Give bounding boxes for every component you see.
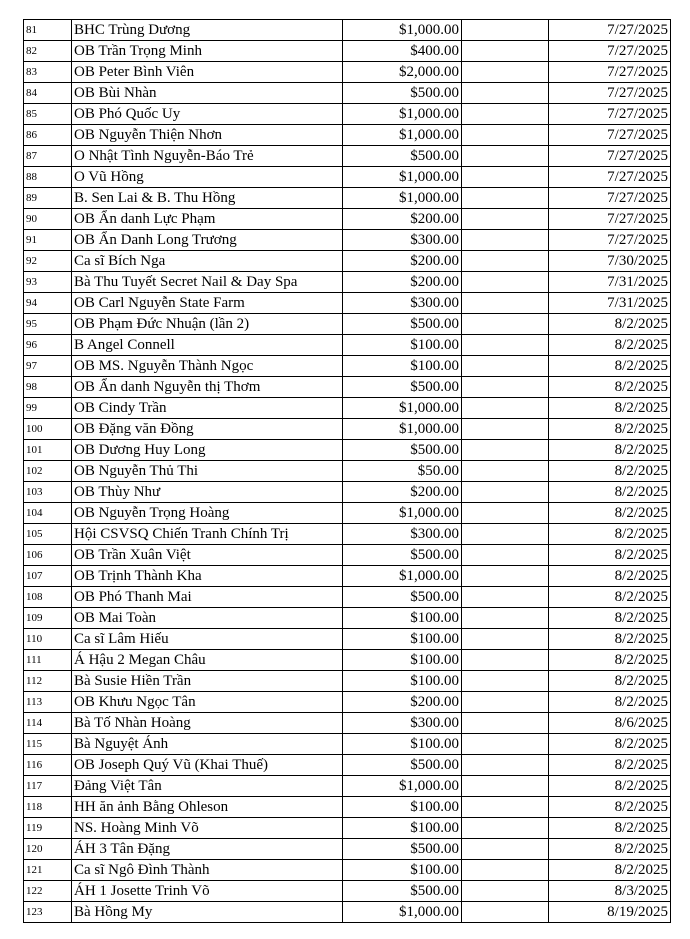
donation-amount: $100.00 <box>343 650 462 671</box>
empty-cell <box>462 629 549 650</box>
table-row <box>24 671 671 692</box>
donation-amount: $100.00 <box>343 860 462 881</box>
donor-name: Ca sĩ Ngô Đình Thành <box>72 860 343 881</box>
table-row <box>24 545 671 566</box>
empty-cell <box>462 713 549 734</box>
row-number: 100 <box>24 419 72 440</box>
donation-date: 8/2/2025 <box>549 335 671 356</box>
donation-date: 8/2/2025 <box>549 860 671 881</box>
donation-date: 7/27/2025 <box>549 41 671 62</box>
empty-cell <box>462 566 549 587</box>
row-number: 103 <box>24 482 72 503</box>
donation-date: 8/2/2025 <box>549 482 671 503</box>
donation-amount: $500.00 <box>343 881 462 902</box>
donation-date: 7/27/2025 <box>549 188 671 209</box>
row-number: 97 <box>24 356 72 377</box>
donor-name: OB Dương Huy Long <box>72 440 343 461</box>
row-number: 84 <box>24 83 72 104</box>
donor-name: O Nhật Tình Nguyễn-Báo Trẻ <box>72 146 343 167</box>
donation-date: 7/27/2025 <box>549 62 671 83</box>
table-row <box>24 860 671 881</box>
empty-cell <box>462 398 549 419</box>
row-number: 98 <box>24 377 72 398</box>
table-row <box>24 209 671 230</box>
table-row <box>24 104 671 125</box>
donation-date: 8/2/2025 <box>549 566 671 587</box>
donation-date: 8/2/2025 <box>549 755 671 776</box>
table-row <box>24 503 671 524</box>
donor-name: Đảng Việt Tân <box>72 776 343 797</box>
row-number: 107 <box>24 566 72 587</box>
row-number: 111 <box>24 650 72 671</box>
donation-amount: $200.00 <box>343 209 462 230</box>
donor-name: OB Joseph Quý Vũ (Khai Thuế) <box>72 755 343 776</box>
donor-name: OB Ẩn danh Lực Phạm <box>72 209 343 230</box>
donation-amount: $100.00 <box>343 797 462 818</box>
donor-name: OB Nguyễn Trọng Hoàng <box>72 503 343 524</box>
row-number: 101 <box>24 440 72 461</box>
empty-cell <box>462 881 549 902</box>
empty-cell <box>462 230 549 251</box>
table-row <box>24 461 671 482</box>
donor-name: OB Khưu Ngọc Tân <box>72 692 343 713</box>
donor-name: OB Trần Xuân Việt <box>72 545 343 566</box>
donation-amount: $100.00 <box>343 356 462 377</box>
empty-cell <box>462 860 549 881</box>
table-row <box>24 335 671 356</box>
row-number: 102 <box>24 461 72 482</box>
donation-amount: $1,000.00 <box>343 20 462 41</box>
table-row <box>24 167 671 188</box>
donation-date: 8/2/2025 <box>549 818 671 839</box>
donor-name: OB Nguyễn Thiện Nhơn <box>72 125 343 146</box>
table-row <box>24 356 671 377</box>
empty-cell <box>462 62 549 83</box>
donor-name: OB Trịnh Thành Kha <box>72 566 343 587</box>
table-row <box>24 272 671 293</box>
donation-amount: $100.00 <box>343 818 462 839</box>
table-row <box>24 839 671 860</box>
row-number: 112 <box>24 671 72 692</box>
donor-name: BHC Trùng Dương <box>72 20 343 41</box>
empty-cell <box>462 587 549 608</box>
row-number: 119 <box>24 818 72 839</box>
donation-date: 8/2/2025 <box>549 629 671 650</box>
donation-amount: $200.00 <box>343 692 462 713</box>
donor-name: ÁH 3 Tân Đặng <box>72 839 343 860</box>
donor-name: Hội CSVSQ Chiến Tranh Chính Trị <box>72 524 343 545</box>
empty-cell <box>462 335 549 356</box>
donation-amount: $2,000.00 <box>343 62 462 83</box>
donation-amount: $200.00 <box>343 272 462 293</box>
table-row <box>24 314 671 335</box>
donation-amount: $1,000.00 <box>343 104 462 125</box>
donation-date: 8/2/2025 <box>549 650 671 671</box>
donor-name: OB MS. Nguyễn Thành Ngọc <box>72 356 343 377</box>
empty-cell <box>462 503 549 524</box>
empty-cell <box>462 839 549 860</box>
donation-date: 8/2/2025 <box>549 503 671 524</box>
row-number: 110 <box>24 629 72 650</box>
table-row <box>24 62 671 83</box>
row-number: 109 <box>24 608 72 629</box>
donor-name: B. Sen Lai & B. Thu Hồng <box>72 188 343 209</box>
donation-date: 8/2/2025 <box>549 797 671 818</box>
donation-amount: $500.00 <box>343 545 462 566</box>
table-row <box>24 20 671 41</box>
donation-amount: $300.00 <box>343 293 462 314</box>
donation-amount: $1,000.00 <box>343 503 462 524</box>
donation-amount: $100.00 <box>343 608 462 629</box>
donation-date: 8/2/2025 <box>549 398 671 419</box>
empty-cell <box>462 83 549 104</box>
donation-date: 8/2/2025 <box>549 776 671 797</box>
table-row <box>24 377 671 398</box>
empty-cell <box>462 293 549 314</box>
donor-name: OB Mai Toàn <box>72 608 343 629</box>
donation-amount: $300.00 <box>343 713 462 734</box>
donation-date: 8/2/2025 <box>549 524 671 545</box>
donation-amount: $500.00 <box>343 83 462 104</box>
donation-date: 8/2/2025 <box>549 545 671 566</box>
donation-amount: $300.00 <box>343 230 462 251</box>
empty-cell <box>462 41 549 62</box>
table-row <box>24 482 671 503</box>
donation-date: 8/2/2025 <box>549 314 671 335</box>
table-row <box>24 188 671 209</box>
donation-date: 8/2/2025 <box>549 461 671 482</box>
donor-name: Ca sĩ Lâm Hiếu <box>72 629 343 650</box>
empty-cell <box>462 755 549 776</box>
donation-date: 8/2/2025 <box>549 587 671 608</box>
empty-cell <box>462 650 549 671</box>
table-row <box>24 881 671 902</box>
table-row <box>24 650 671 671</box>
donor-name: OB Phó Quốc Uy <box>72 104 343 125</box>
donation-amount: $100.00 <box>343 734 462 755</box>
donation-date: 7/31/2025 <box>549 293 671 314</box>
table-row <box>24 755 671 776</box>
donor-name: ÁH 1 Josette Trinh Võ <box>72 881 343 902</box>
donation-amount: $500.00 <box>343 587 462 608</box>
donation-date: 8/6/2025 <box>549 713 671 734</box>
empty-cell <box>462 314 549 335</box>
empty-cell <box>462 188 549 209</box>
donor-name: OB Bùi Nhàn <box>72 83 343 104</box>
donor-name: Á Hậu 2 Megan Châu <box>72 650 343 671</box>
donation-date: 8/2/2025 <box>549 734 671 755</box>
donation-amount: $200.00 <box>343 251 462 272</box>
row-number: 85 <box>24 104 72 125</box>
empty-cell <box>462 20 549 41</box>
table-row <box>24 398 671 419</box>
row-number: 86 <box>24 125 72 146</box>
donation-date: 8/2/2025 <box>549 440 671 461</box>
row-number: 104 <box>24 503 72 524</box>
donation-date: 8/2/2025 <box>549 419 671 440</box>
donor-name: OB Nguyễn Thủ Thi <box>72 461 343 482</box>
donation-date: 7/30/2025 <box>549 251 671 272</box>
donor-name: OB Trần Trọng Minh <box>72 41 343 62</box>
table-row <box>24 587 671 608</box>
empty-cell <box>462 104 549 125</box>
donor-name: OB Cindy Trần <box>72 398 343 419</box>
donor-name: OB Ẩn danh Nguyễn thị Thơm <box>72 377 343 398</box>
donation-date: 7/27/2025 <box>549 209 671 230</box>
empty-cell <box>462 146 549 167</box>
table-row <box>24 524 671 545</box>
row-number: 94 <box>24 293 72 314</box>
donation-amount: $1,000.00 <box>343 398 462 419</box>
donation-amount: $1,000.00 <box>343 125 462 146</box>
donation-date: 7/27/2025 <box>549 125 671 146</box>
table-row <box>24 713 671 734</box>
donor-name: NS. Hoàng Minh Võ <box>72 818 343 839</box>
table-row <box>24 125 671 146</box>
empty-cell <box>462 167 549 188</box>
donation-date: 7/27/2025 <box>549 230 671 251</box>
donor-name: OB Ẩn Danh Long Trương <box>72 230 343 251</box>
donor-name: OB Phạm Đức Nhuận (lần 2) <box>72 314 343 335</box>
row-number: 117 <box>24 776 72 797</box>
donation-date: 7/27/2025 <box>549 20 671 41</box>
donation-date: 8/2/2025 <box>549 692 671 713</box>
row-number: 95 <box>24 314 72 335</box>
donation-amount: $400.00 <box>343 41 462 62</box>
donation-date: 7/27/2025 <box>549 83 671 104</box>
donor-table <box>23 19 671 923</box>
donation-amount: $500.00 <box>343 146 462 167</box>
empty-cell <box>462 692 549 713</box>
donor-name: OB Carl Nguyễn State Farm <box>72 293 343 314</box>
donation-amount: $500.00 <box>343 314 462 335</box>
donation-date: 7/31/2025 <box>549 272 671 293</box>
row-number: 118 <box>24 797 72 818</box>
row-number: 88 <box>24 167 72 188</box>
donor-name: OB Đặng văn Đồng <box>72 419 343 440</box>
table-row <box>24 797 671 818</box>
donor-name: OB Thùy Như <box>72 482 343 503</box>
empty-cell <box>462 251 549 272</box>
donation-date: 8/19/2025 <box>549 902 671 923</box>
row-number: 116 <box>24 755 72 776</box>
donation-date: 8/2/2025 <box>549 608 671 629</box>
empty-cell <box>462 461 549 482</box>
row-number: 114 <box>24 713 72 734</box>
donation-amount: $1,000.00 <box>343 167 462 188</box>
donation-amount: $500.00 <box>343 755 462 776</box>
donation-date: 8/2/2025 <box>549 671 671 692</box>
table-row <box>24 734 671 755</box>
empty-cell <box>462 545 549 566</box>
donation-date: 7/27/2025 <box>549 104 671 125</box>
row-number: 89 <box>24 188 72 209</box>
row-number: 106 <box>24 545 72 566</box>
row-number: 96 <box>24 335 72 356</box>
row-number: 90 <box>24 209 72 230</box>
empty-cell <box>462 818 549 839</box>
empty-cell <box>462 797 549 818</box>
donation-amount: $1,000.00 <box>343 419 462 440</box>
table-row <box>24 902 671 923</box>
row-number: 87 <box>24 146 72 167</box>
row-number: 113 <box>24 692 72 713</box>
donor-name: B Angel Connell <box>72 335 343 356</box>
donation-amount: $1,000.00 <box>343 902 462 923</box>
donor-name: Bà Thu Tuyết Secret Nail & Day Spa <box>72 272 343 293</box>
row-number: 82 <box>24 41 72 62</box>
donation-date: 8/3/2025 <box>549 881 671 902</box>
row-number: 121 <box>24 860 72 881</box>
table-row <box>24 41 671 62</box>
table-row <box>24 293 671 314</box>
empty-cell <box>462 608 549 629</box>
donation-amount: $1,000.00 <box>343 776 462 797</box>
empty-cell <box>462 272 549 293</box>
table-row <box>24 251 671 272</box>
row-number: 105 <box>24 524 72 545</box>
row-number: 92 <box>24 251 72 272</box>
empty-cell <box>462 377 549 398</box>
empty-cell <box>462 902 549 923</box>
row-number: 123 <box>24 902 72 923</box>
empty-cell <box>462 356 549 377</box>
empty-cell <box>462 776 549 797</box>
donation-amount: $100.00 <box>343 629 462 650</box>
donor-name: Bà Tố Nhàn Hoàng <box>72 713 343 734</box>
row-number: 120 <box>24 839 72 860</box>
donation-amount: $100.00 <box>343 335 462 356</box>
row-number: 99 <box>24 398 72 419</box>
donor-name: Bà Susie Hiền Trần <box>72 671 343 692</box>
empty-cell <box>462 734 549 755</box>
table-row <box>24 230 671 251</box>
donation-date: 8/2/2025 <box>549 839 671 860</box>
donor-name: OB Phó Thanh Mai <box>72 587 343 608</box>
row-number: 122 <box>24 881 72 902</box>
donation-amount: $1,000.00 <box>343 566 462 587</box>
empty-cell <box>462 209 549 230</box>
row-number: 83 <box>24 62 72 83</box>
table-row <box>24 629 671 650</box>
donor-name: O Vũ Hồng <box>72 167 343 188</box>
donor-name: HH ăn ảnh Bằng Ohleson <box>72 797 343 818</box>
donation-amount: $500.00 <box>343 440 462 461</box>
table-row <box>24 776 671 797</box>
empty-cell <box>462 671 549 692</box>
table-row <box>24 419 671 440</box>
row-number: 115 <box>24 734 72 755</box>
row-number: 108 <box>24 587 72 608</box>
row-number: 93 <box>24 272 72 293</box>
empty-cell <box>462 419 549 440</box>
donation-amount: $500.00 <box>343 839 462 860</box>
empty-cell <box>462 440 549 461</box>
row-number: 81 <box>24 20 72 41</box>
donation-amount: $500.00 <box>343 377 462 398</box>
table-row <box>24 818 671 839</box>
empty-cell <box>462 125 549 146</box>
donation-date: 8/2/2025 <box>549 377 671 398</box>
donation-amount: $200.00 <box>343 482 462 503</box>
table-row <box>24 566 671 587</box>
empty-cell <box>462 524 549 545</box>
table-row <box>24 440 671 461</box>
empty-cell <box>462 482 549 503</box>
donor-name: Bà Hồng My <box>72 902 343 923</box>
donor-name: OB Peter Bình Viên <box>72 62 343 83</box>
donor-table-body <box>24 20 671 923</box>
donor-name: Ca sĩ Bích Nga <box>72 251 343 272</box>
table-row <box>24 83 671 104</box>
table-row <box>24 692 671 713</box>
row-number: 91 <box>24 230 72 251</box>
table-row <box>24 146 671 167</box>
table-row <box>24 608 671 629</box>
donation-date: 8/2/2025 <box>549 356 671 377</box>
donation-amount: $100.00 <box>343 671 462 692</box>
donation-date: 7/27/2025 <box>549 146 671 167</box>
donation-amount: $1,000.00 <box>343 188 462 209</box>
donation-amount: $50.00 <box>343 461 462 482</box>
donation-date: 7/27/2025 <box>549 167 671 188</box>
donor-name: Bà Nguyệt Ánh <box>72 734 343 755</box>
donation-amount: $300.00 <box>343 524 462 545</box>
